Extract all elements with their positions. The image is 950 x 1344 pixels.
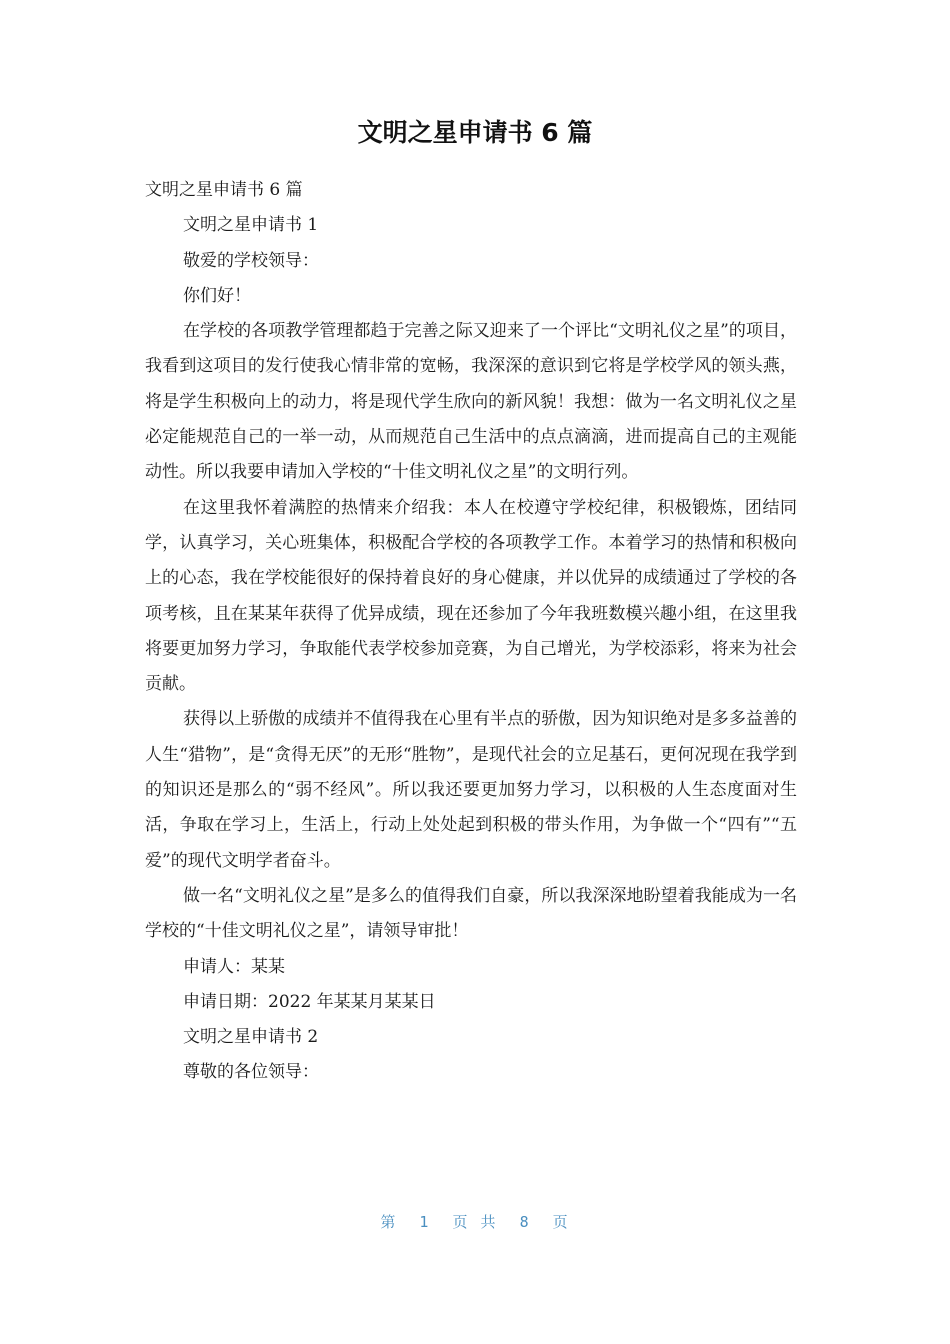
- paragraph-salutation: 敬爱的学校领导：: [183, 250, 319, 271]
- document-body: [145, 173, 797, 1091]
- paragraph-salutation-2: 尊敬的各位领导：: [183, 1062, 319, 1083]
- paragraph-applicant: 申请人：某某: [183, 956, 285, 977]
- paragraph-greeting: 你们好！: [183, 285, 251, 306]
- paragraph-body-3: 获得以上骄傲的成绩并不值得我在心里有半点的骄傲，因为知识绝对是多多益善的人生“猎物”，是“贪得无厌”的无形“胜物”，是现代社会的立足基石，更何况现在我学到的知识还是那么的“弱不经风”。所以我还要更加努力学习，以积极的人生态度面对生活，争取在学习上，生活上，行动上处处起到积极的带头作用，为争做一个“四有”“五爱”的现代文明学者奋斗。: [145, 709, 797, 871]
- paragraph-section-title-2: 文明之星申请书 2: [183, 1027, 319, 1048]
- page-number-footer: 第 1 页 共 8 页: [380, 1213, 570, 1231]
- paragraph-body-4: 做一名“文明礼仪之星”是多么的值得我们自豪，所以我深深地盼望着我能成为一名学校的“十佳文明礼仪之星”，请领导审批！: [145, 885, 797, 942]
- paragraph-section-title-1: 文明之星申请书 1: [183, 215, 319, 236]
- paragraph-body-1: 在学校的各项教学管理都趋于完善之际又迎来了一个评比“文明礼仪之星”的项目，我看到这项目的发行使我心情非常的宽畅，我深深的意识到它将是学校学风的领头燕，将是学生积极向上的动力，将是现代学生欣向的新风貌！我想：做为一名文明礼仪之星必定能规范自己的一举一动，从而规范自己生活中的点点滴滴，进而提高自己的主观能动性。所以我要申请加入学校的“十佳文明礼仪之星”的文明行列。: [145, 321, 797, 483]
- paragraph-heading: 文明之星申请书 6 篇: [145, 180, 303, 200]
- paragraph-body-2: 在这里我怀着满腔的热情来介绍我：本人在校遵守学校纪律，积极锻炼，团结同学，认真学习，关心班集体，积极配合学校的各项教学工作。本着学习的热情和积极向上的心态，我在学校能很好的保持着良好的身心健康，并以优异的成绩通过了学校的各项考核，且在某某年获得了优异成绩，现在还参加了今年我班数模兴趣小组，在这里我将要更加努力学习，争取能代表学校参加竞赛，为自己增光，为学校添彩，将来为社会贡献。: [145, 497, 797, 695]
- paragraph-date: 申请日期：2022 年某某月某某日: [183, 991, 436, 1012]
- document-title: 文明之星申请书 6 篇: [357, 118, 593, 147]
